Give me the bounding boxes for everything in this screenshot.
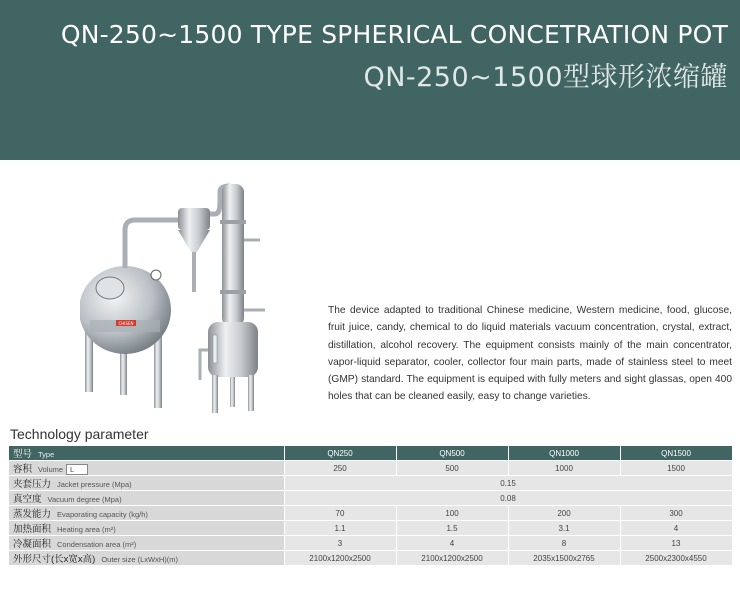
header-model-cell: QN500 — [396, 446, 508, 461]
table-cell: 1.1 — [284, 521, 396, 536]
row-label-en: Heating area (m²) — [57, 525, 116, 534]
table-row — [9, 461, 732, 476]
table-cell: 1500 — [620, 461, 732, 476]
table-cell: 1000 — [508, 461, 620, 476]
table-span-cell: 0.15 — [284, 476, 732, 491]
row-label-cn: 蒸发能力 — [13, 509, 52, 520]
table-cell: 8 — [508, 536, 620, 551]
table-cell: 500 — [396, 461, 508, 476]
row-label-cell — [9, 506, 284, 521]
table-header-row — [9, 446, 732, 461]
table-cell: 1.5 — [396, 521, 508, 536]
table-cell: 2100x1200x2500 — [284, 551, 396, 566]
header-label-en: Type — [38, 450, 55, 459]
row-label-en: Evaporating capacity (kg/h) — [57, 510, 148, 519]
row-label-en: Jacket pressure (Mpa) — [57, 480, 132, 489]
machine-logo-text: CHISEN — [118, 321, 134, 326]
row-label-cn: 冷凝面积 — [13, 539, 52, 550]
header-model-cell: QN250 — [284, 446, 396, 461]
table-span-cell: 0.08 — [284, 491, 732, 506]
row-label-en: Volume — [38, 465, 64, 474]
table-row — [9, 536, 732, 551]
header-label-cell — [9, 446, 284, 461]
row-label-cell — [9, 521, 284, 536]
section-title: Technology parameter — [10, 426, 149, 442]
table-cell: 250 — [284, 461, 396, 476]
row-label-cell — [9, 536, 284, 551]
row-label-cn: 加热面积 — [13, 524, 52, 535]
table-cell: 300 — [620, 506, 732, 521]
table-row — [9, 521, 732, 536]
row-label-en: Vacuum degree (Mpa) — [47, 495, 122, 504]
row-label-en: Outer size (LxWxH)(m) — [101, 555, 178, 564]
row-label-cn: 外形尺寸(长x宽x高) — [13, 554, 96, 565]
technology-parameter-table — [9, 446, 733, 566]
title-chinese: QN-250~1500型球形浓缩罐 — [363, 62, 728, 93]
unit-box: L — [66, 464, 88, 475]
table-cell: 70 — [284, 506, 396, 521]
table-row — [9, 476, 732, 491]
table-cell: 2500x2300x4550 — [620, 551, 732, 566]
row-label-en: Condensation area (m²) — [57, 540, 137, 549]
header-model-cell: QN1000 — [508, 446, 620, 461]
table-row — [9, 551, 732, 566]
table-cell: 3 — [284, 536, 396, 551]
header-model-cell: QN1500 — [620, 446, 732, 461]
row-label-cell — [9, 461, 284, 476]
table-cell: 13 — [620, 536, 732, 551]
table-row — [9, 506, 732, 521]
table-cell: 2035x1500x2765 — [508, 551, 620, 566]
header-label-cn: 型号 — [13, 449, 33, 460]
table-cell: 100 — [396, 506, 508, 521]
table-cell: 4 — [620, 521, 732, 536]
row-label-cn: 容积 — [13, 464, 33, 475]
row-label-cell — [9, 491, 284, 506]
row-label-cell — [9, 476, 284, 491]
row-label-cn: 夹套压力 — [13, 479, 52, 490]
concentration-pot-image — [80, 180, 280, 415]
table-cell: 2100x1200x2500 — [396, 551, 508, 566]
product-description: The device adapted to traditional Chinese medicine, Western medicine, food, glucose, fruit juice, candy, chemical to do liquid materials vacuum concentration, crystal, extract, distillation, alcohol recovery. The equipment consists mainly of the main concentrator, vapor-liquid separator, cooler, collector four main parts, made of stainless steel to meet (GMP) standard. The equipment is equiped with fully meters and sight glassas, open 400 holes that can be cleaned easily, easy to change varieties. — [328, 305, 732, 403]
table-row — [9, 491, 732, 506]
table-cell: 3.1 — [508, 521, 620, 536]
table-cell: 200 — [508, 506, 620, 521]
header-banner — [0, 0, 740, 160]
row-label-cn: 真空度 — [13, 494, 42, 505]
title-english: QN-250~1500 TYPE SPHERICAL CONCETRATION POT — [60, 20, 728, 49]
row-label-cell — [9, 551, 284, 566]
table-cell: 4 — [396, 536, 508, 551]
